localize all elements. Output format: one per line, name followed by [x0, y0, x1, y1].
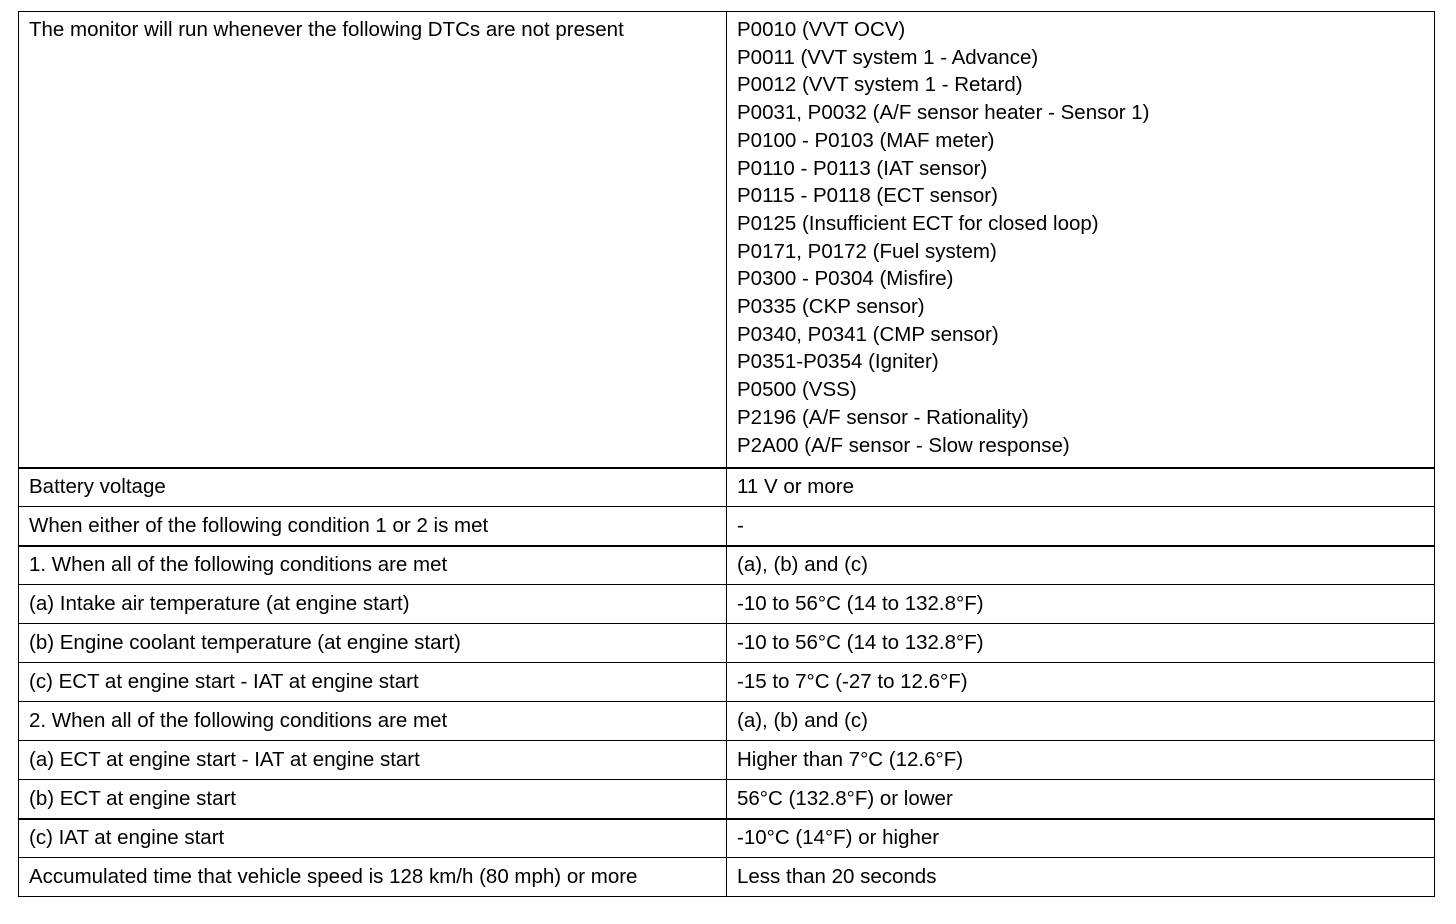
dtc-item: P0012 (VVT system 1 - Retard) [737, 73, 1023, 97]
dtc-list [737, 16, 1424, 459]
dtc-item: P0340, P0341 (CMP sensor) [737, 322, 999, 346]
dtc-item: P2196 (A/F sensor - Rationality) [737, 405, 1029, 429]
table-row [19, 858, 1435, 897]
dtc-item: P0115 - P0118 (ECT sensor) [737, 184, 998, 208]
dtc-row-label [19, 12, 727, 468]
table-row [19, 546, 1435, 585]
dtc-item: P0351-P0354 (Igniter) [737, 350, 939, 374]
condition-label: (c) IAT at engine start [19, 819, 727, 858]
table-row [19, 663, 1435, 702]
condition-label: When either of the following condition 1 or 2 is met [19, 507, 727, 546]
dtc-item: P0171, P0172 (Fuel system) [737, 239, 997, 263]
condition-value: -10°C (14°F) or higher [727, 819, 1435, 858]
dtc-item: P0125 (Insufficient ECT for closed loop) [737, 211, 1099, 235]
condition-value: (a), (b) and (c) [727, 546, 1435, 585]
dtc-row-values [727, 12, 1435, 468]
condition-label: (a) Intake air temperature (at engine start) [19, 585, 727, 624]
dtc-item: P0010 (VVT OCV) [737, 18, 906, 41]
condition-value: 11 V or more [727, 468, 1435, 507]
table-row [19, 702, 1435, 741]
table-row [19, 819, 1435, 858]
monitor-conditions-table [18, 11, 1435, 897]
condition-value: Less than 20 seconds [727, 858, 1435, 897]
condition-label: (a) ECT at engine start - IAT at engine start [19, 741, 727, 780]
condition-label: (b) ECT at engine start [19, 780, 727, 819]
table-row [19, 468, 1435, 507]
condition-label: Accumulated time that vehicle speed is 128 km/h (80 mph) or more [19, 858, 727, 897]
dtc-item: P0100 - P0103 (MAF meter) [737, 128, 995, 152]
table-row [19, 507, 1435, 546]
table-row [19, 780, 1435, 819]
condition-label: (c) ECT at engine start - IAT at engine start [19, 663, 727, 702]
dtc-item: P0011 (VVT system 1 - Advance) [737, 45, 1039, 69]
table-row [19, 585, 1435, 624]
condition-label: (b) Engine coolant temperature (at engine start) [19, 624, 727, 663]
condition-value: - [727, 507, 1435, 546]
condition-value: (a), (b) and (c) [727, 702, 1435, 741]
condition-value: -10 to 56°C (14 to 132.8°F) [727, 624, 1435, 663]
table-row [19, 624, 1435, 663]
dtc-row [19, 12, 1435, 468]
condition-label: 2. When all of the following conditions are met [19, 702, 727, 741]
table-row [19, 741, 1435, 780]
dtc-row-label-text: The monitor will run whenever the following DTCs are not present [29, 18, 624, 41]
dtc-item: P0500 (VSS) [737, 378, 857, 402]
condition-label: Battery voltage [19, 468, 727, 507]
dtc-item: P0110 - P0113 (IAT sensor) [737, 156, 988, 180]
dtc-item: P2A00 (A/F sensor - Slow response) [737, 433, 1070, 457]
dtc-item: P0300 - P0304 (Misfire) [737, 267, 954, 291]
dtc-item: P0335 (CKP sensor) [737, 295, 925, 319]
condition-value: -10 to 56°C (14 to 132.8°F) [727, 585, 1435, 624]
condition-value: 56°C (132.8°F) or lower [727, 780, 1435, 819]
dtc-item: P0031, P0032 (A/F sensor heater - Sensor 1) [737, 101, 1150, 125]
condition-label: 1. When all of the following conditions are met [19, 546, 727, 585]
condition-value: -15 to 7°C (-27 to 12.6°F) [727, 663, 1435, 702]
condition-value: Higher than 7°C (12.6°F) [727, 741, 1435, 780]
